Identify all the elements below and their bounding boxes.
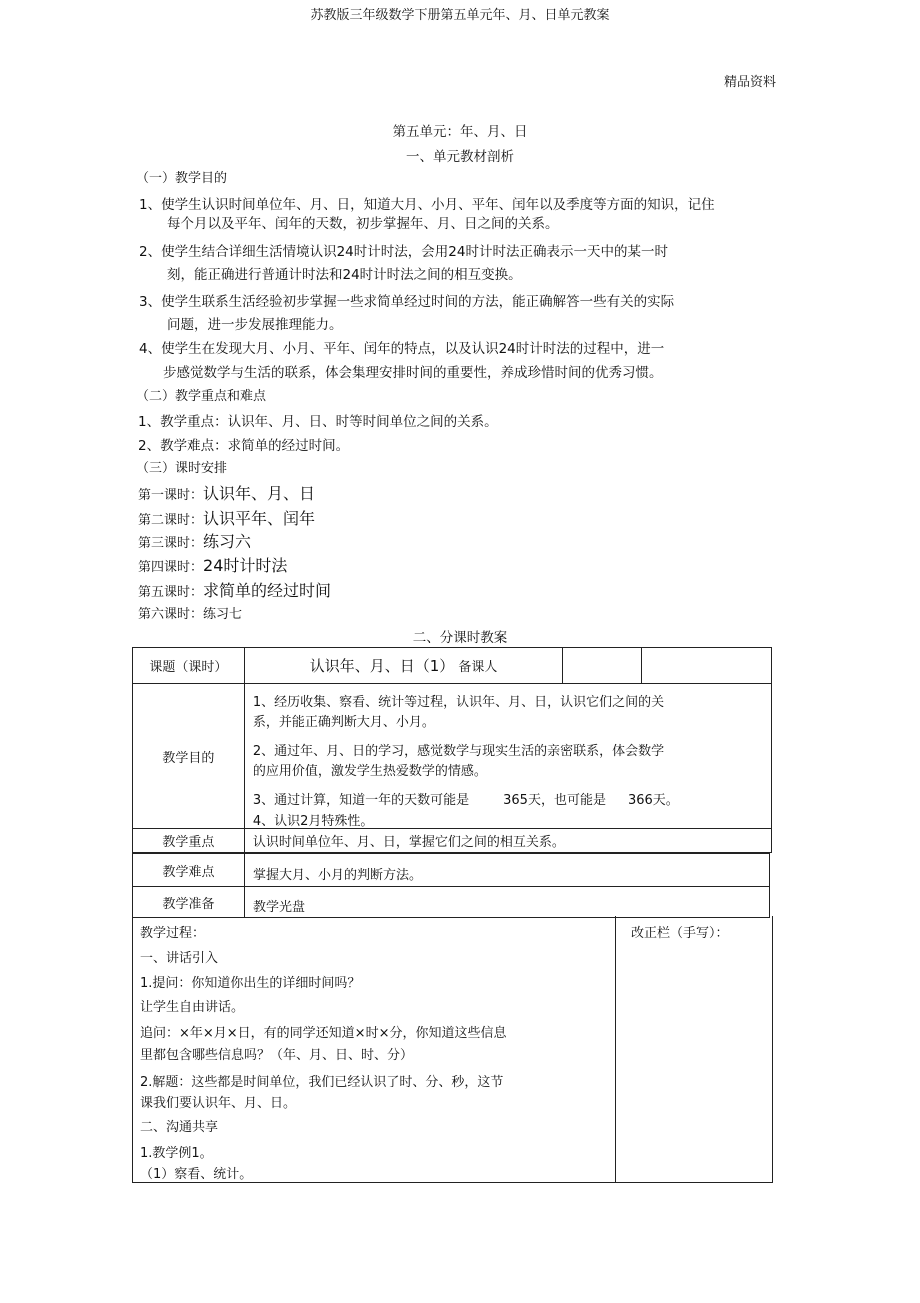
goal3-part-c: 366天。 xyxy=(627,793,679,808)
lesson-goal-1-line1: 1、经历收集、察看、统计等过程，认识年、月、日，认识它们之间的关 xyxy=(252,695,665,710)
topic-label: 课题（课时） xyxy=(133,648,245,684)
schedule-content: 练习六 xyxy=(203,532,252,551)
schedule-content: 求简单的经过时间 xyxy=(203,581,332,600)
key-point-2: 2、教学难点：求简单的经过时间。 xyxy=(138,438,350,454)
schedule-label: 第三课时： xyxy=(138,536,204,551)
process-label: 教学过程： xyxy=(140,926,206,941)
schedule-heading: （三）课时安排 xyxy=(136,461,228,476)
goal-cell xyxy=(244,684,771,829)
process-line: 1.教学例1。 xyxy=(140,1146,213,1161)
section2-title: 二、分课时教案 xyxy=(412,630,508,646)
process-box xyxy=(132,916,773,1183)
unit-goal-2-line1: 2、使学生结合详细生活情境认识24时计时法，会用24时计时法正确表示一天中的某一时 xyxy=(139,244,668,260)
key-heading: （二）教学重点和难点 xyxy=(136,389,267,404)
process-line: 一、讲话引入 xyxy=(140,951,219,966)
schedule-item xyxy=(138,529,251,552)
process-line: 里都包含哪些信息吗？（年、月、日、时、分） xyxy=(140,1048,414,1063)
lesson-goal-2-line1: 2、通过年、月、日的学习，感觉数学与现实生活的亲密联系，体会数学 xyxy=(252,744,665,759)
process-line: 让学生自由讲话。 xyxy=(140,1000,245,1015)
unit-goal-4-line1: 4、使学生在发现大月、小月、平年、闰年的特点，以及认识24时计时法的过程中，进一 xyxy=(139,341,665,357)
schedule-label: 第四课时： xyxy=(138,560,204,575)
schedule-content: 练习七 xyxy=(203,607,243,622)
process-line: 1.提问：你知道你出生的详细时间吗？ xyxy=(140,976,361,991)
document-title: 苏教版三年级数学下册第五单元年、月、日单元教案 xyxy=(310,8,610,23)
topic-title: 认识年、月、日（1） xyxy=(309,657,455,675)
process-line: 课我们要认识年、月、日。 xyxy=(140,1096,297,1111)
schedule-label: 第五课时： xyxy=(138,585,204,600)
schedule-item xyxy=(138,578,331,601)
schedule-content: 认识平年、闰年 xyxy=(203,509,316,528)
preparer-label: 备课人 xyxy=(458,660,498,675)
section1-title: 一、单元教材剖析 xyxy=(406,149,514,165)
unit-goal-3-line2: 问题，进一步发展推理能力。 xyxy=(167,317,343,333)
unit-goal-2-line2: 刻，能正确进行普通计时法和24时计时法之间的相互变换。 xyxy=(167,267,522,283)
diff-label: 教学难点 xyxy=(133,854,245,887)
process-line: 追问：×年×月×日，有的同学还知道×时×分，你知道这些信息 xyxy=(140,1026,507,1041)
unit-goal-1-line1: 1、使学生认识时间单位年、月、日，知道大月、小月、平年、闰年以及季度等方面的知识，记住 xyxy=(139,197,715,213)
diff-content: 掌握大月、小月的判断方法。 xyxy=(245,854,770,887)
schedule-item xyxy=(138,603,242,622)
prep-content: 教学光盘 xyxy=(245,887,770,918)
process-line: 二、沟通共享 xyxy=(140,1120,219,1135)
schedule-label: 第二课时： xyxy=(138,513,204,528)
lesson-goal-1-line2: 系，并能正确判断大月、小月。 xyxy=(252,715,435,730)
quality-tag: 精品资料 xyxy=(723,75,776,90)
unit-goal-3-line1: 3、使学生联系生活经验初步掌握一些求简单经过时间的方法，能正确解答一些有关的实际 xyxy=(139,294,675,310)
goal3-part-b: 365天，也可能是 xyxy=(503,793,606,808)
prep-label: 教学准备 xyxy=(133,887,245,918)
schedule-item xyxy=(138,553,287,576)
goal3-part-a: 3、通过计算，知道一年的天数可能是 xyxy=(252,793,470,808)
schedule-item xyxy=(138,506,315,529)
key-point-1: 1、教学重点：认识年、月、日、时等时间单位之间的关系。 xyxy=(138,414,498,430)
key-label: 教学重点 xyxy=(133,829,245,853)
lesson-goal-4: 4、认识2月特殊性。 xyxy=(252,814,374,829)
lesson-plan-table xyxy=(132,647,772,853)
lesson-goal-2-line2: 的应用价值，激发学生热爱数学的情感。 xyxy=(252,764,487,779)
lesson-detail-table xyxy=(132,853,770,918)
unit-goal-1-line2: 每个月以及平年、闰年的天数，初步掌握年、月、日之间的关系。 xyxy=(167,216,559,232)
process-line: 2.解题：这些都是时间单位，我们已经认识了时、分、秒，这节 xyxy=(140,1075,504,1090)
schedule-label: 第一课时： xyxy=(138,488,204,503)
process-divider xyxy=(615,916,616,1182)
topic-cell xyxy=(244,648,563,684)
schedule-label: 第六课时： xyxy=(138,607,204,622)
schedule-content: 认识年、月、日 xyxy=(203,484,316,503)
schedule-content: 24时计时法 xyxy=(203,556,288,575)
key-content: 认识时间单位年、月、日，掌握它们之间的相互关系。 xyxy=(244,829,771,853)
lesson-goal-3 xyxy=(253,789,679,808)
unit-title: 第五单元：年、月、日 xyxy=(392,124,528,140)
correction-label: 改正栏（手写）： xyxy=(631,926,729,941)
unit-goal-4-line2: 步感觉数学与生活的联系，体会集理安排时间的重要性，养成珍惜时间的优秀习惯。 xyxy=(163,365,663,381)
process-line: （1）察看、统计。 xyxy=(140,1167,253,1182)
goal-label: 教学目的 xyxy=(133,684,245,829)
goals-heading: （一）教学目的 xyxy=(136,171,228,186)
preparer-value xyxy=(563,648,642,684)
blank-cell xyxy=(642,648,772,684)
schedule-item xyxy=(138,481,315,504)
